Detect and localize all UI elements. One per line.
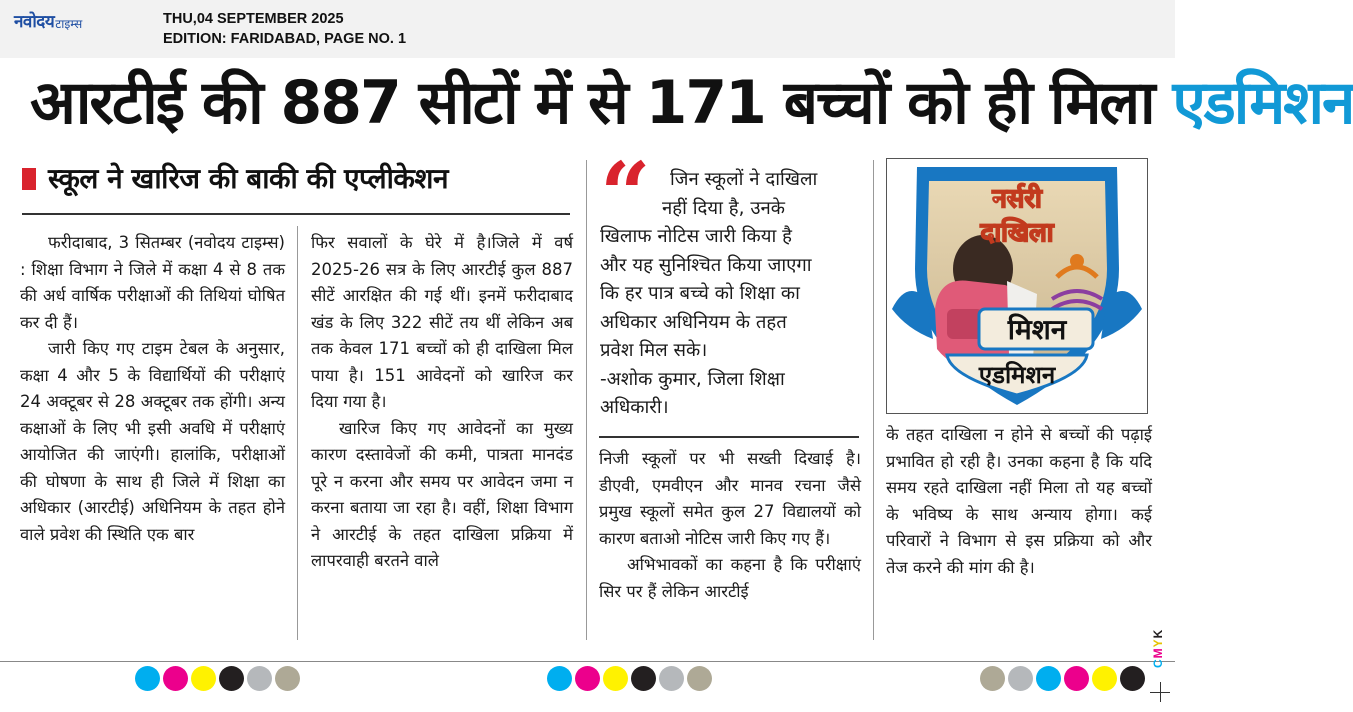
masthead-bar xyxy=(0,0,1175,58)
magenta-mark-icon xyxy=(575,666,600,691)
quote-line: प्रवेश मिल सके। xyxy=(600,340,708,361)
issue-date: THU,04 SEPTEMBER 2025 xyxy=(163,11,344,27)
paragraph: फिर सवालों के घेरे में है।जिले में वर्ष 2025-26 सत्र के लिए आरटीई कुल 887 सीटें आरक्षित की गई थीं। इनमें फरीदाबाद खंड के लिए 322 सीटें तय थीं लेकिन अब तक केवल 171 बच्चों को ही दाखिला मिल पाया है। 151 आवेदनों को खारिज कर दिया गया है। xyxy=(311,233,573,411)
crop-mark-icon xyxy=(1160,682,1161,702)
quote-mark-icon: “ xyxy=(600,142,651,246)
cyan-mark-icon xyxy=(135,666,160,691)
headline-main: आरटीई की 887 सीटों में से 171 बच्चों को ही मिला xyxy=(30,68,1154,138)
quote-attribution: अधिकारी। xyxy=(600,397,669,418)
article-column-4 xyxy=(886,422,1152,640)
cmyk-y: Y xyxy=(1151,638,1165,648)
article-column-1 xyxy=(20,230,285,640)
quote-line: कि हर पात्र बच्चे को शिक्षा का xyxy=(600,283,800,304)
khaki-mark-icon xyxy=(275,666,300,691)
paragraph: निजी स्कूलों पर भी सख्ती दिखाई है। डीएवी, एमवीएन और मानव रचना जैसे प्रमुख स्कूलों समेत कुल 27 विद्यालयों को कारण बताओ नोटिस जारी किए गए हैं। xyxy=(599,449,861,548)
headline-accent: एडमिशन xyxy=(1172,68,1353,138)
quote-rule xyxy=(599,436,859,438)
registration-marks-right xyxy=(980,666,1145,692)
yellow-mark-icon xyxy=(603,666,628,691)
khaki-mark-icon xyxy=(980,666,1005,691)
photo-title-top: नर्सरी xyxy=(992,184,1042,214)
article-column-3 xyxy=(599,446,861,640)
cmyk-label xyxy=(1152,612,1170,668)
grey-mark-icon xyxy=(247,666,272,691)
edition-info xyxy=(163,9,406,49)
pull-quote xyxy=(600,142,862,432)
grey-mark-icon xyxy=(659,666,684,691)
khaki-mark-icon xyxy=(687,666,712,691)
black-mark-icon xyxy=(631,666,656,691)
quote-attribution: -अशोक कुमार, जिला शिक्षा xyxy=(600,368,785,390)
paragraph: के तहत दाखिला न होने से बच्चों की पढ़ाई प्रभावित हो रही है। उनका कहना है कि यदि समय रहते दाखिला नहीं मिला तो यह बच्चों के भविष्य के साथ अन्याय होगा। कई परिवारों ने विभाग से इस प्रक्रिया को और तेज करने की मांग की है। xyxy=(886,425,1152,577)
quote-line: नहीं दिया है, उनके xyxy=(662,197,785,219)
quote-text xyxy=(600,166,862,423)
subheadline-text: स्कूल ने खारिज की बाकी की एप्लीकेशन xyxy=(48,162,448,195)
photo-title-bottom: मिशन xyxy=(1007,313,1067,346)
magenta-mark-icon xyxy=(1064,666,1089,691)
shield-graphic xyxy=(887,159,1147,413)
magenta-mark-icon xyxy=(163,666,188,691)
article-subheadline xyxy=(22,160,448,198)
registration-marks-center xyxy=(547,666,712,692)
quote-line: अधिकार अधिनियम के तहत xyxy=(600,311,787,333)
paragraph: जारी किए गए टाइम टेबल के अनुसार, कक्षा 4 और 5 के विद्यार्थियों की परीक्षाएं 24 अक्टूबर से 28 अक्टूबर तक होंगी। अन्य कक्षाओं के लिए भी इसी अवधि में परीक्षाएं आयोजित की जाएंगी। हालांकि, परीक्षाओं की घोषणा के साथ ही जिले में शिक्षा का अधिकार (आरटीई) अधिनियम के तहत होने वाले प्रवेश की स्थिति एक बार xyxy=(20,339,285,544)
article-headline xyxy=(30,68,1353,138)
cmyk-m: M xyxy=(1151,647,1165,659)
yellow-mark-icon xyxy=(1092,666,1117,691)
logo-main-text: नवोदय xyxy=(14,12,55,32)
photo-title-top2: दाखिला xyxy=(980,218,1054,248)
cyan-mark-icon xyxy=(1036,666,1061,691)
quote-line: खिलाफ नोटिस जारी किया है xyxy=(600,226,792,247)
cyan-mark-icon xyxy=(547,666,572,691)
subheadline-rule xyxy=(22,213,570,215)
edition-page: EDITION: FARIDABAD, PAGE NO. 1 xyxy=(163,31,407,47)
quote-line: और यह सुनिश्चित किया जाएगा xyxy=(600,254,812,276)
paragraph: अभिभावकों का कहना है कि परीक्षाएं सिर पर हैं लेकिन आरटीई xyxy=(599,555,861,601)
black-mark-icon xyxy=(1120,666,1145,691)
logo-sub-text: टाइम्स xyxy=(55,17,83,31)
nursery-admission-graphic[interactable] xyxy=(886,158,1148,414)
column-divider xyxy=(297,226,298,640)
column-divider xyxy=(586,160,587,640)
cmyk-c: C xyxy=(1151,658,1165,668)
newspaper-logo[interactable] xyxy=(14,10,82,32)
column-divider xyxy=(873,160,874,640)
grey-mark-icon xyxy=(1008,666,1033,691)
paragraph: फरीदाबाद, 3 सितम्बर (नवोदय टाइम्स) : शिक्षा विभाग ने जिले में कक्षा 4 से 8 तक की अर्ध वार्षिक परीक्षाओं की तिथियां घोषित कर दी हैं। xyxy=(20,233,285,332)
registration-marks-left xyxy=(135,666,300,692)
black-mark-icon xyxy=(219,666,244,691)
quote-line: जिन स्कूलों ने दाखिला xyxy=(670,169,818,190)
yellow-mark-icon xyxy=(191,666,216,691)
photo-title-bottom2: एडमिशन xyxy=(978,361,1056,389)
article-column-2 xyxy=(311,230,573,640)
paragraph: खारिज किए गए आवेदनों का मुख्य कारण दस्तावेजों की कमी, पात्रता मानदंड पूरे न करना और समय पर आवेदन जमा न करना बताया जा रहा है। वहीं, शिक्षा विभाग ने आरटीई के तहत दाखिला प्रक्रिया में लापरवाही बरतने वाले xyxy=(311,418,573,570)
red-square-icon xyxy=(22,168,36,190)
page-bottom-rule xyxy=(0,661,1175,662)
cmyk-k: K xyxy=(1151,628,1165,639)
